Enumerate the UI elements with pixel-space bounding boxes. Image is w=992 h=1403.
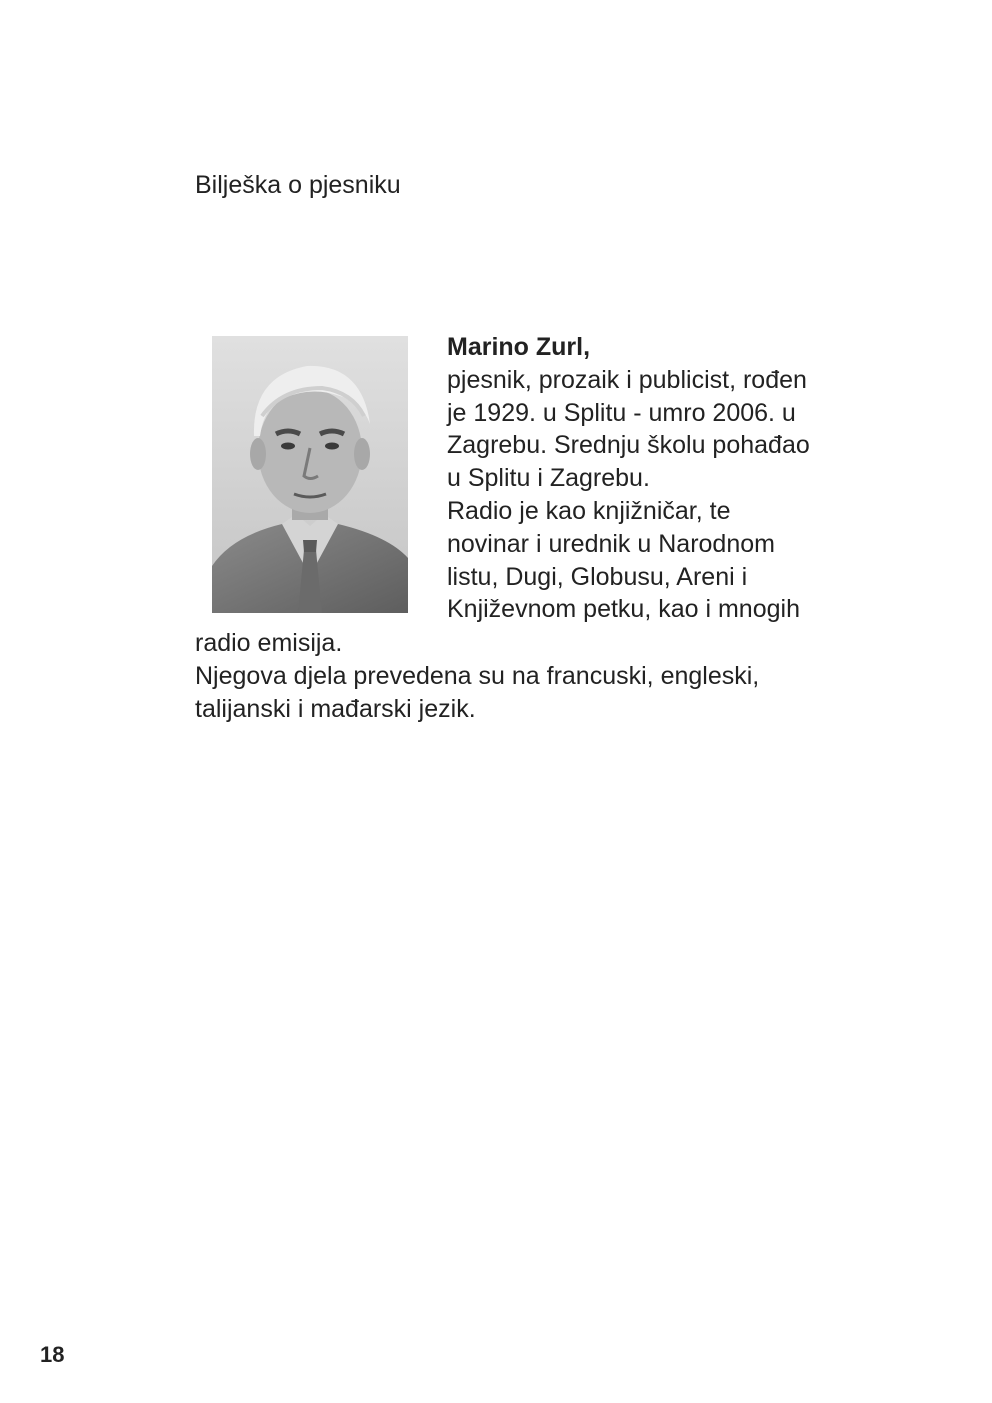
- portrait-image: [212, 336, 408, 613]
- page-number: 18: [40, 1342, 65, 1367]
- bio-text-full-width: [195, 627, 895, 726]
- author-name: Marino Zurl,: [447, 333, 591, 361]
- bio-line: Radio je kao knjižničar, te: [447, 496, 731, 525]
- section-title: Bilješka o pjesniku: [195, 171, 401, 199]
- bio-line: radio emisija.: [195, 629, 343, 657]
- bio-line: talijanski i mađarski jezik.: [195, 695, 476, 723]
- bio-line: Njegova djela prevedena su na francuski, engleski,: [195, 662, 760, 690]
- bio-line: u Splitu i Zagrebu.: [447, 464, 650, 493]
- bio-text-beside-photo: [447, 331, 867, 626]
- bio-line: listu, Dugi, Globusu, Areni i: [447, 562, 748, 591]
- author-portrait-photo: [212, 336, 408, 613]
- bio-line: pjesnik, prozaik i publicist, rođen: [447, 365, 807, 394]
- bio-line: novinar i urednik u Narodnom: [447, 529, 775, 558]
- bio-line: Zagrebu. Srednju školu pohađao: [447, 431, 810, 460]
- bio-line: Književnom petku, kao i mnogih: [447, 595, 800, 624]
- bio-line: je 1929. u Splitu - umro 2006. u: [447, 398, 796, 427]
